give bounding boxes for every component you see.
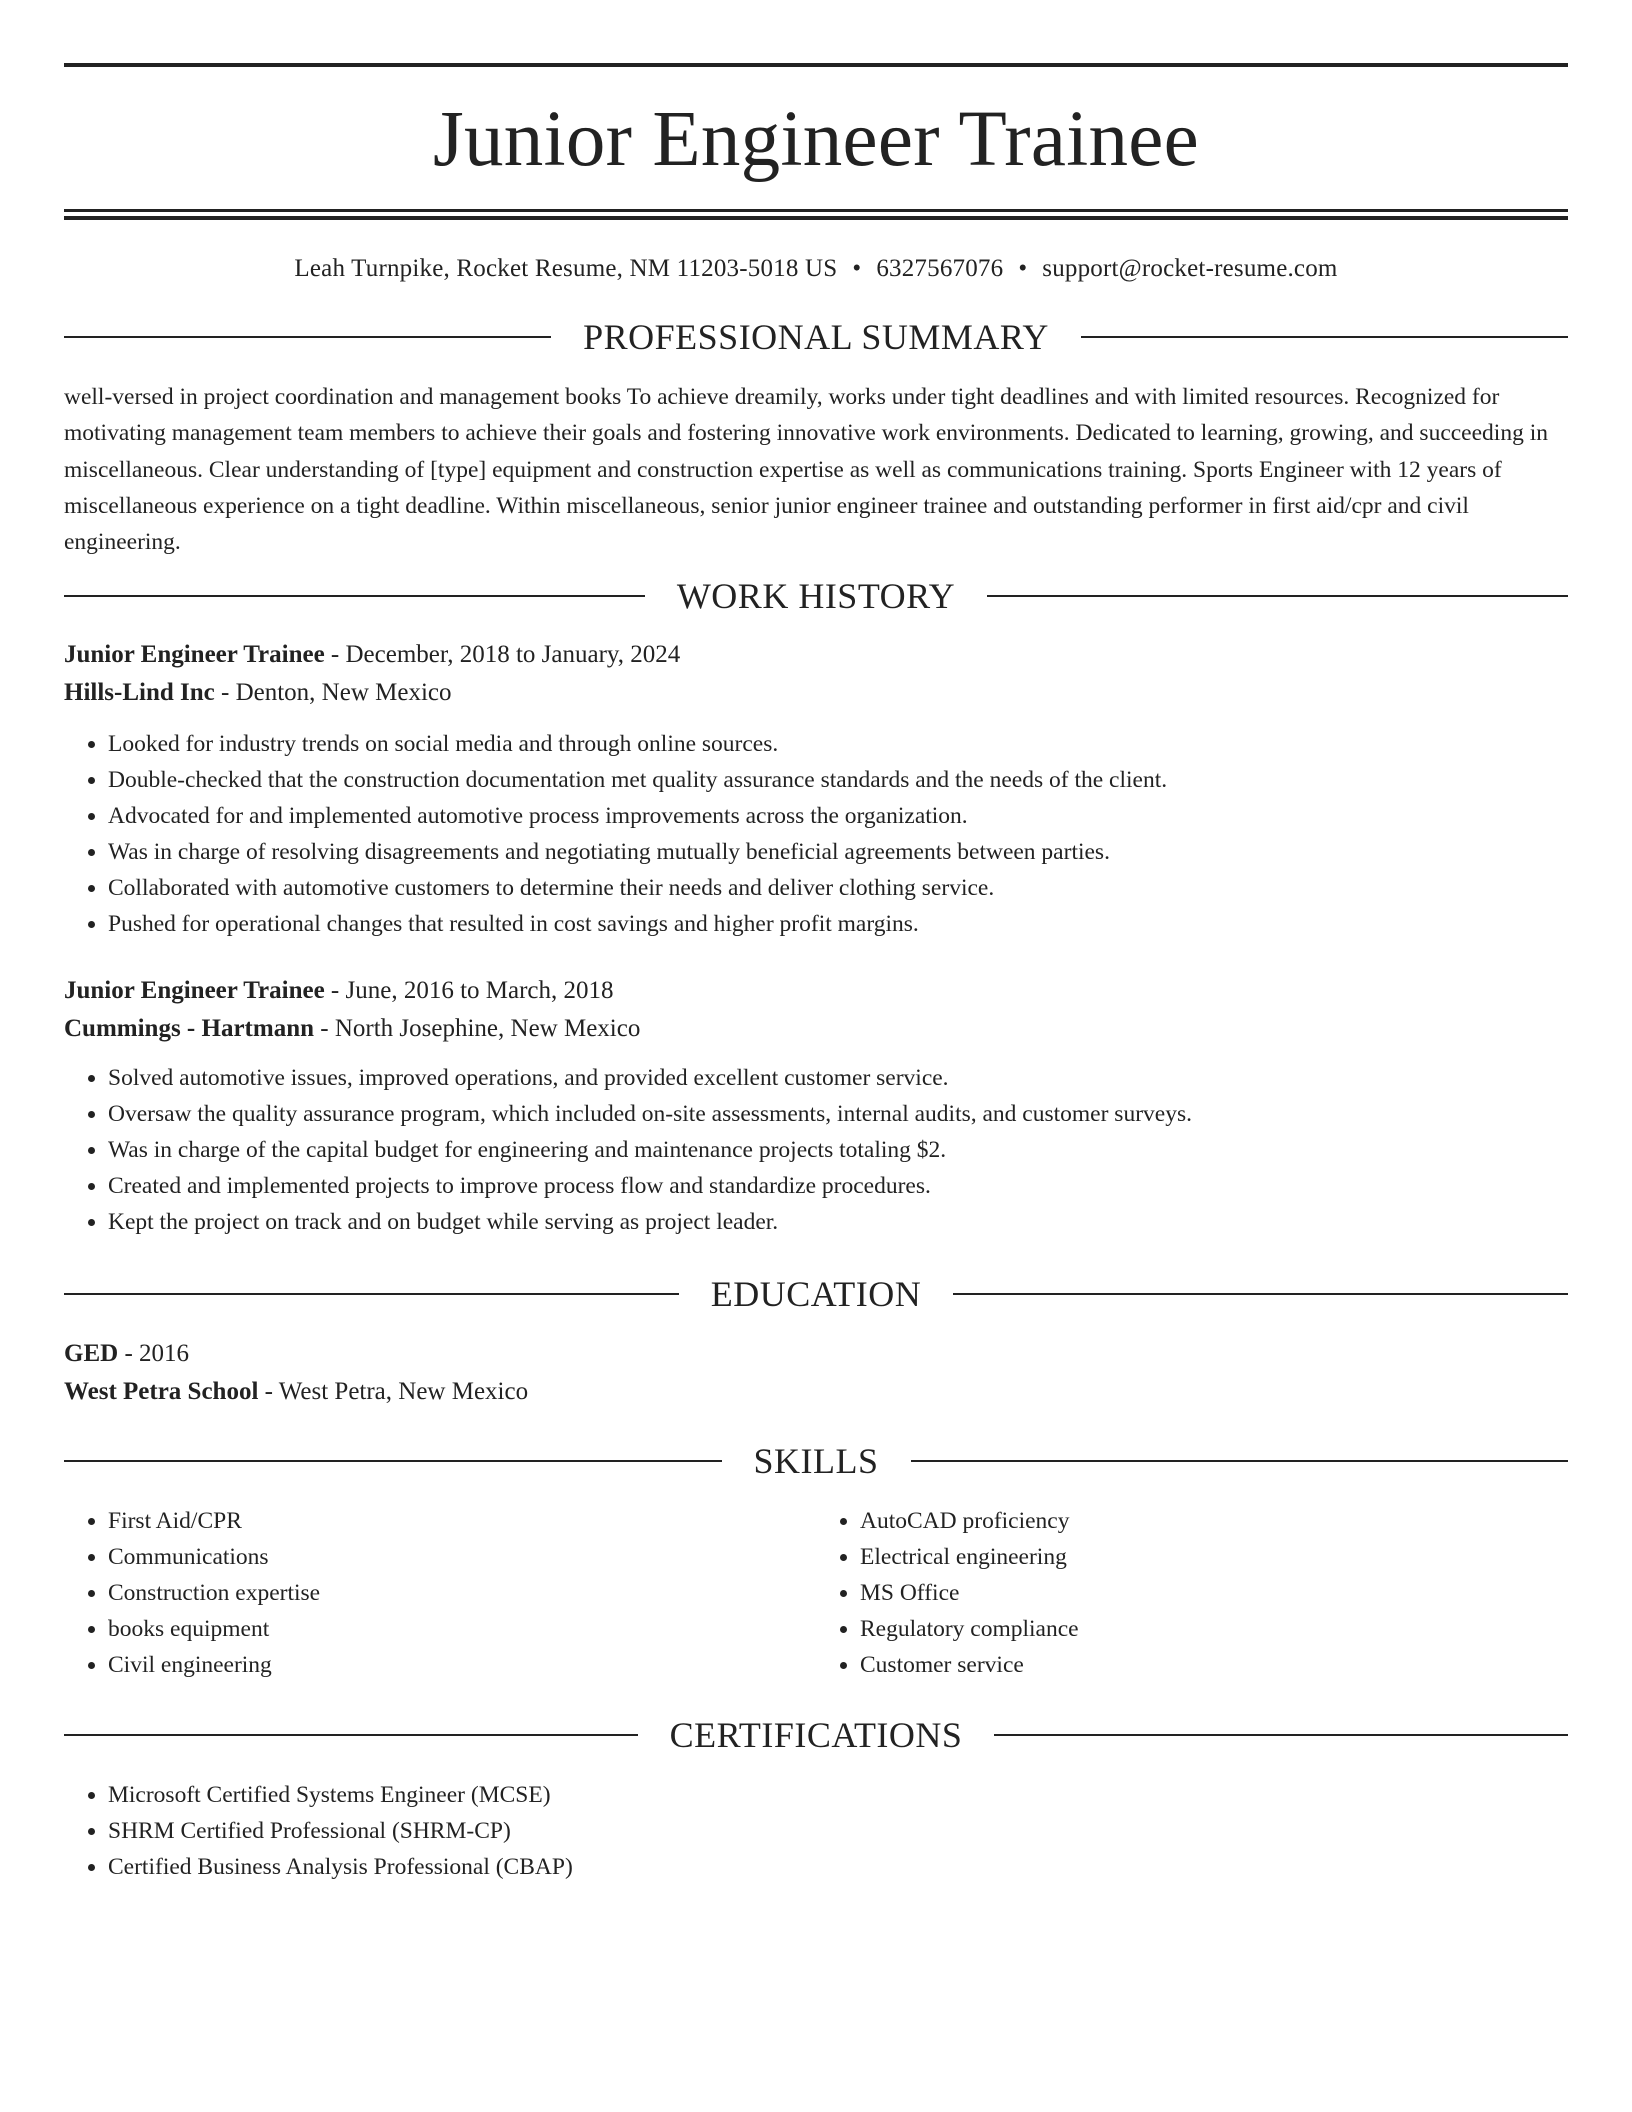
title-double-rule: [64, 209, 1568, 220]
education-school-line: West Petra School - West Petra, New Mexico: [64, 1378, 529, 1406]
job-company-line: Cummings - Hartmann - North Josephine, New Mexico: [64, 1015, 641, 1043]
certification-item: • SHRM Certified Professional (SHRM-CP): [108, 1813, 1568, 1849]
section-heading-certifications: [64, 1715, 1568, 1756]
skills-list-left: [64, 1503, 816, 1683]
job-location: North Josephine, New Mexico: [334, 1015, 641, 1043]
job-bullets: [64, 726, 1568, 942]
section-heading-work: [64, 576, 1568, 617]
heading-rule: [64, 595, 645, 597]
list-item: • Was in charge of resolving disagreements and negotiating mutually beneficial agreements between parties.: [108, 834, 1568, 870]
skill-item: • Civil engineering: [108, 1647, 816, 1683]
list-item: • Double-checked that the construction documentation met quality assurance standards and the needs of the client.: [108, 762, 1568, 798]
section-title: SKILLS: [753, 1441, 879, 1482]
heading-rule: [64, 336, 551, 338]
section-title: WORK HISTORY: [676, 576, 956, 617]
section-title: CERTIFICATIONS: [669, 1715, 963, 1756]
skills-list-right: [816, 1503, 1568, 1683]
heading-rule: [987, 595, 1568, 597]
skill-item: • Communications: [108, 1539, 816, 1575]
contact-line: [64, 254, 1568, 284]
list-item: • Oversaw the quality assurance program, which included on-site assessments, internal audits, and customer surveys.: [108, 1096, 1568, 1132]
skill-item: • AutoCAD proficiency: [860, 1503, 1568, 1539]
section-heading-summary: [64, 319, 1568, 355]
list-item: • Was in charge of the capital budget for engineering and maintenance projects totaling $2.: [108, 1132, 1568, 1168]
job-title: Junior Engineer Trainee: [64, 641, 325, 669]
skill-item: • MS Office: [860, 1575, 1568, 1611]
certifications-list: [64, 1777, 1568, 1885]
education-entry: [64, 1335, 1568, 1411]
job-location: Denton, New Mexico: [235, 679, 452, 707]
certification-item: • Certified Business Analysis Professional (CBAP): [108, 1849, 1568, 1885]
job-dates: June, 2016 to March, 2018: [345, 977, 614, 1005]
job-entry: [64, 972, 1568, 1240]
heading-rule: [911, 1460, 1569, 1462]
contact-separator: •: [1018, 255, 1028, 282]
skill-item: • First Aid/CPR: [108, 1503, 816, 1539]
section-heading-education: [64, 1274, 1568, 1315]
education-degree: GED: [64, 1340, 119, 1368]
list-item: • Created and implemented projects to improve process flow and standardize procedures.: [108, 1168, 1568, 1204]
heading-rule: [64, 1460, 722, 1462]
top-rule: [64, 63, 1568, 67]
job-company-line: Hills-Lind Inc - Denton, New Mexico: [64, 679, 452, 707]
list-item: • Pushed for operational changes that resulted in cost savings and higher profit margins.: [108, 906, 1568, 942]
job-company: Hills-Lind Inc: [64, 679, 215, 707]
heading-rule: [64, 1293, 679, 1295]
heading-rule: [64, 1734, 638, 1736]
section-title: PROFESSIONAL SUMMARY: [583, 317, 1049, 357]
skill-item: • books equipment: [108, 1611, 816, 1647]
skill-item: • Electrical engineering: [860, 1539, 1568, 1575]
education-school: West Petra School: [64, 1378, 259, 1406]
education-degree-line: GED - 2016: [64, 1340, 190, 1368]
job-title: Junior Engineer Trainee: [64, 977, 325, 1005]
job-entry: [64, 636, 1568, 942]
job-bullets: [64, 1060, 1568, 1240]
list-item: • Collaborated with automotive customers to determine their needs and deliver clothing service.: [108, 870, 1568, 906]
job-dates: December, 2018 to January, 2024: [345, 641, 681, 669]
job-title-line: Junior Engineer Trainee - December, 2018 to January, 2024: [64, 641, 681, 669]
contact-email: support@rocket-resume.com: [1042, 255, 1338, 282]
skill-item: • Customer service: [860, 1647, 1568, 1683]
list-item: • Solved automotive issues, improved operations, and provided excellent customer service.: [108, 1060, 1568, 1096]
list-item: • Advocated for and implemented automotive process improvements across the organization.: [108, 798, 1568, 834]
education-year: 2016: [139, 1340, 190, 1368]
certification-item: • Microsoft Certified Systems Engineer (MCSE): [108, 1777, 1568, 1813]
contact-separator: •: [852, 255, 862, 282]
education-location: West Petra, New Mexico: [278, 1378, 529, 1406]
job-title-line: Junior Engineer Trainee - June, 2016 to March, 2018: [64, 977, 614, 1005]
skill-item: • Construction expertise: [108, 1575, 816, 1611]
list-item: • Kept the project on track and on budget while serving as project leader.: [108, 1204, 1568, 1240]
summary-text: well-versed in project coordination and management books To achieve dreamily, works under tight deadlines and with limited resources. Recognized for motivating management team members to achieve their goals and fostering innovative work environments. Dedicated to learning, growing, and succeeding in miscellaneous. Clear understanding of [type] equipment and construction expertise as well as communications training. Sports Engineer with 12 years of miscellaneous experience on a tight deadline. Within miscellaneous, senior junior engineer trainee and outstanding performer in first aid/cpr and civil engineering.: [64, 384, 1548, 556]
contact-phone: 6327567076: [876, 255, 1004, 282]
heading-rule: [953, 1293, 1568, 1295]
job-company: Cummings - Hartmann: [64, 1015, 315, 1043]
list-item: • Looked for industry trends on social media and through online sources.: [108, 726, 1568, 762]
section-title: EDUCATION: [710, 1274, 922, 1315]
heading-rule: [1081, 336, 1568, 338]
resume-title: Junior Engineer Trainee: [432, 96, 1200, 183]
skill-item: • Regulatory compliance: [860, 1611, 1568, 1647]
section-heading-skills: [64, 1441, 1568, 1482]
contact-address: Leah Turnpike, Rocket Resume, NM 11203-5018 US: [294, 255, 838, 282]
skills-columns: [64, 1503, 1568, 1683]
heading-rule: [994, 1734, 1568, 1736]
